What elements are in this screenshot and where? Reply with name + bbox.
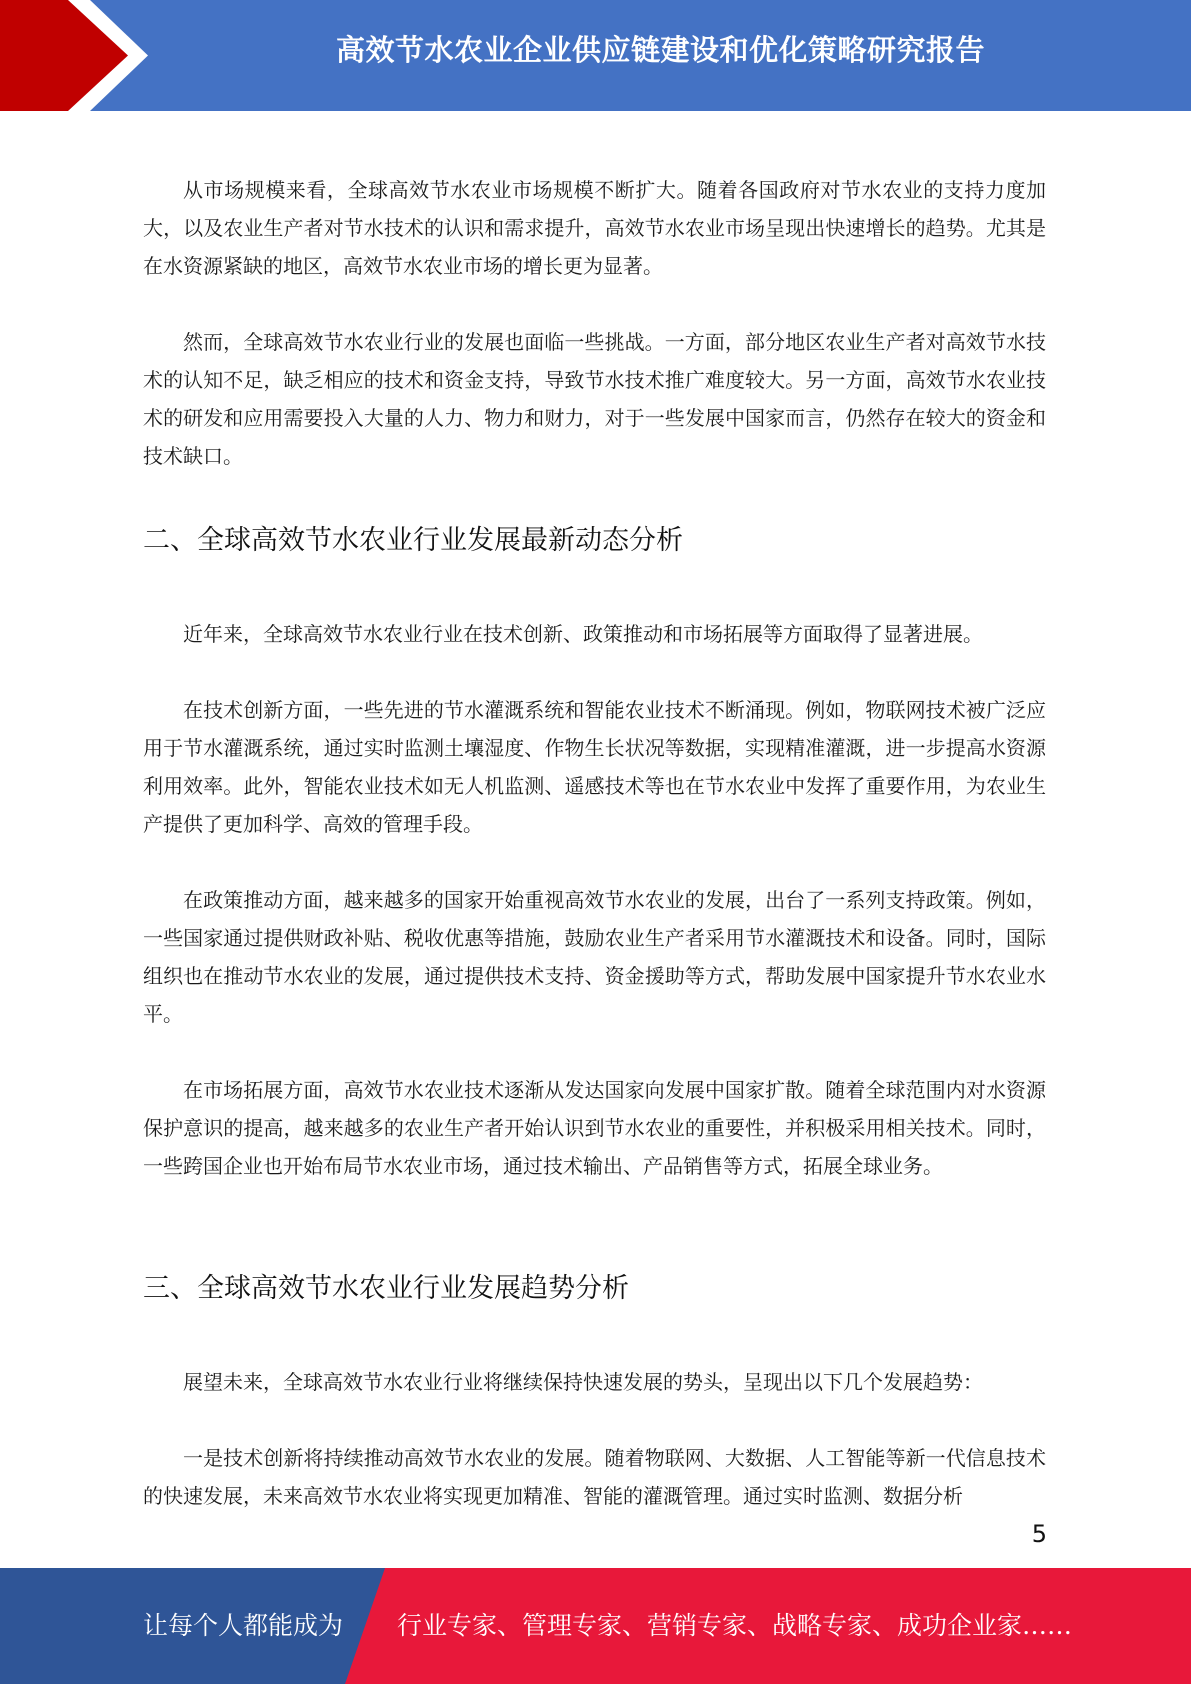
page-header xyxy=(0,0,1191,111)
paragraph-market-size: 从市场规模来看，全球高效节水农业市场规模不断扩大。随着各国政府对节水农业的支持力度加大，以及农业生产者对节水技术的认识和需求提升，高效节水农业市场呈现出快速增长的趋势。尤其是在水资源紧缺的地区，高效节水农业市场的增长更为显著。 xyxy=(143,178,1046,278)
paragraph-tech-innovation: 在技术创新方面，一些先进的节水灌溉系统和智能农业技术不断涌现。例如，物联网技术被广泛应用于节水灌溉系统，通过实时监测土壤湿度、作物生长状况等数据，实现精准灌溉，进一步提高水资源利用效率。此外，智能农业技术如无人机监测、遥感技术等也在节水农业中发挥了重要作用，为农业生产提供了更加科学、高效的管理手段。 xyxy=(143,698,1046,836)
footer-slogan-left: 让每个人都能成为 xyxy=(143,1611,344,1640)
document-title: 高效节水农业企业供应链建设和优化策略研究报告 xyxy=(335,33,985,67)
paragraph-market-expansion: 在市场拓展方面，高效节水农业技术逐渐从发达国家向发展中国家扩散。随着全球范围内对水资源保护意识的提高，越来越多的农业生产者开始认识到节水农业的重要性，并积极采用相关技术。同时，一些跨国企业也开始布局节水农业市场，通过技术输出、产品销售等方式，拓展全球业务。 xyxy=(143,1078,1046,1178)
paragraph-outlook: 展望未来，全球高效节水农业行业将继续保持快速发展的势头，呈现出以下几个发展趋势： xyxy=(183,1370,983,1394)
header-arrow-decoration xyxy=(0,0,160,111)
paragraph-policy: 在政策推动方面，越来越多的国家开始重视高效节水农业的发展，出台了一系列支持政策。例如，一些国家通过提供财政补贴、税收优惠等措施，鼓励农业生产者采用节水灌溉技术和设备。同时，国际组织也在推动节水农业的发展，通过提供技术支持、资金援助等方式，帮助发展中国家提升节水农业水平。 xyxy=(143,888,1046,1026)
page-footer xyxy=(0,1568,1191,1684)
page-number: 5 xyxy=(1031,1520,1047,1548)
paragraph-challenges: 然而，全球高效节水农业行业的发展也面临一些挑战。一方面，部分地区农业生产者对高效节水技术的认知不足，缺乏相应的技术和资金支持，导致节水技术推广难度较大。另一方面，高效节水农业技术的研发和应用需要投入大量的人力、物力和财力，对于一些发展中国家而言，仍然存在较大的资金和技术缺口。 xyxy=(143,330,1046,468)
section-heading-latest-dynamics: 二、全球高效节水农业行业发展最新动态分析 xyxy=(143,525,683,556)
footer-slogan-right: 行业专家、管理专家、营销专家、战略专家、成功企业家…… xyxy=(397,1611,1073,1640)
section-heading-trends: 三、全球高效节水农业行业发展趋势分析 xyxy=(143,1273,629,1304)
paragraph-recent-progress: 近年来，全球高效节水农业行业在技术创新、政策推动和市场拓展等方面取得了显著进展。 xyxy=(183,622,983,646)
paragraph-trend-one: 一是技术创新将持续推动高效节水农业的发展。随着物联网、大数据、人工智能等新一代信息技术的快速发展，未来高效节水农业将实现更加精准、智能的灌溉管理。通过实时监测、数据分析 xyxy=(143,1446,1046,1508)
